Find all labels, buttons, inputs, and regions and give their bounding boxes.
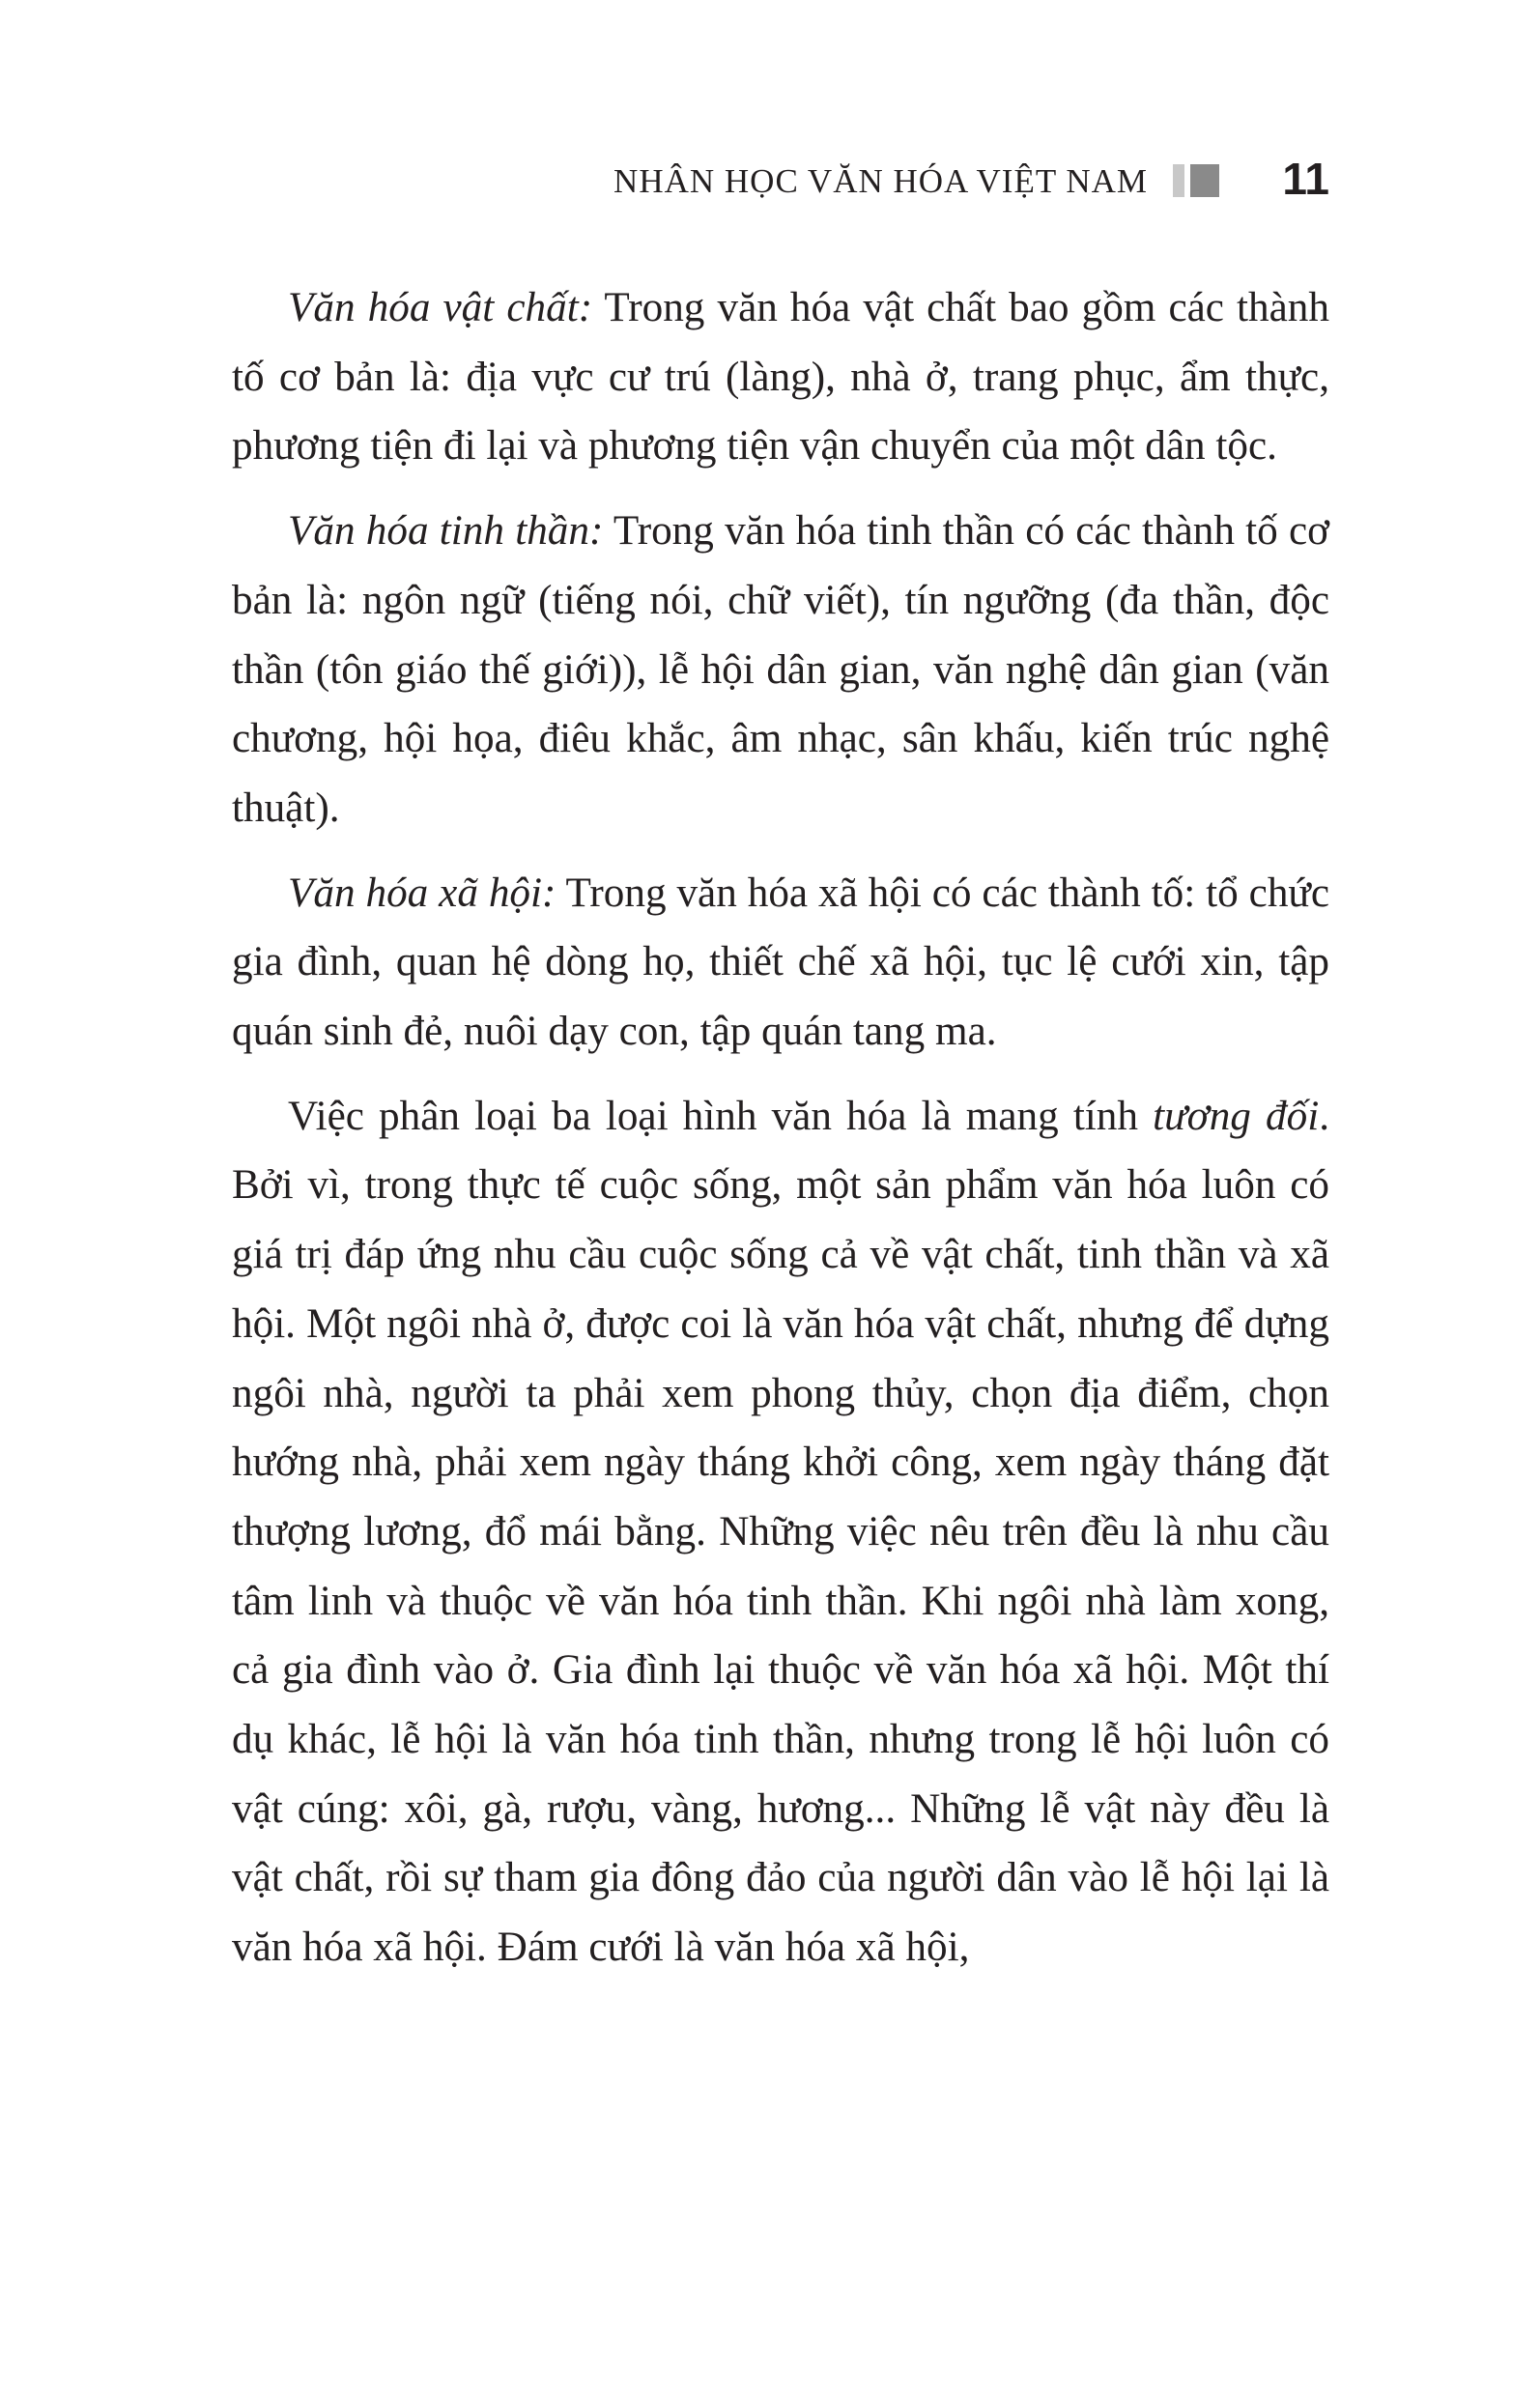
paragraph-spiritual-culture [232, 497, 1329, 843]
paragraph-lead: Văn hóa tinh thần: [288, 508, 604, 555]
paragraph-text: Trong văn hóa xã hội có các thành tố: tổ chức gia đình, quan hệ dòng họ, thiết chế xã hội, tục lệ cưới xin, tập quán sinh đẻ, nuôi dạy con, tập quán tang ma. [232, 870, 1329, 1055]
paragraph-text: . Bởi vì, trong thực tế cuộc sống, một sản phẩm văn hóa luôn có giá trị đáp ứng nhu cầu cuộc sống cả về vật chất, tinh thần và xã hội. Một ngôi nhà ở, được coi là văn hóa vật chất, nhưng để dựng ngôi nhà, người ta phải xem phong thủy, chọn địa điểm, chọn hướng nhà, phải xem ngày tháng khởi công, xem ngày tháng đặt thượng lương, đổ mái bằng. Những việc nêu trên đều là nhu cầu tâm linh và thuộc về văn hóa tinh thần. Khi ngôi nhà làm xong, cả gia đình vào ở. Gia đình lại thuộc về văn hóa xã hội. Một thí dụ khác, lễ hội là văn hóa tinh thần, nhưng trong lễ hội luôn có vật cúng: xôi, gà, rượu, vàng, hương... Những lễ vật này đều là vật chất, rồi sự tham gia đông đảo của người dân vào lễ hội lại là văn hóa xã hội. Đám cưới là văn hóa xã hội, [232, 1093, 1329, 1971]
paragraph-classification [232, 1082, 1329, 1982]
paragraph-text: Trong văn hóa vật chất bao gồm các thành tố cơ bản là: địa vực cư trú (làng), nhà ở, trang phục, ẩm thực, phương tiện đi lại và phương tiện vận chuyển của một dân tộc. [232, 285, 1329, 470]
paragraph-lead: Văn hóa vật chất: [288, 285, 593, 330]
paragraph-emphasis: tương đối [1153, 1093, 1320, 1139]
body-text [232, 273, 1329, 1982]
header-marker-light [1173, 164, 1184, 197]
running-title: NHÂN HỌC VĂN HÓA VIỆT NAM [613, 162, 1148, 200]
page-number: 11 [1282, 154, 1329, 204]
paragraph-social-culture [232, 859, 1329, 1067]
paragraph-text: Việc phân loại ba loại hình văn hóa là mang tính [288, 1093, 1154, 1139]
running-header [232, 153, 1329, 211]
header-marker-dark [1190, 164, 1219, 197]
paragraph-text: Trong văn hóa tinh thần có các thành tố cơ bản là: ngôn ngữ (tiếng nói, chữ viết), tín ngưỡng (đa thần, độc thần (tôn giáo thế giới)), lễ hội dân gian, văn nghệ dân gian (văn chương, hội họa, điêu khắc, âm nhạc, sân khấu, kiến trúc nghệ thuật). [232, 508, 1329, 831]
paragraph-material-culture [232, 273, 1329, 481]
paragraph-lead: Văn hóa xã hội: [288, 870, 556, 916]
